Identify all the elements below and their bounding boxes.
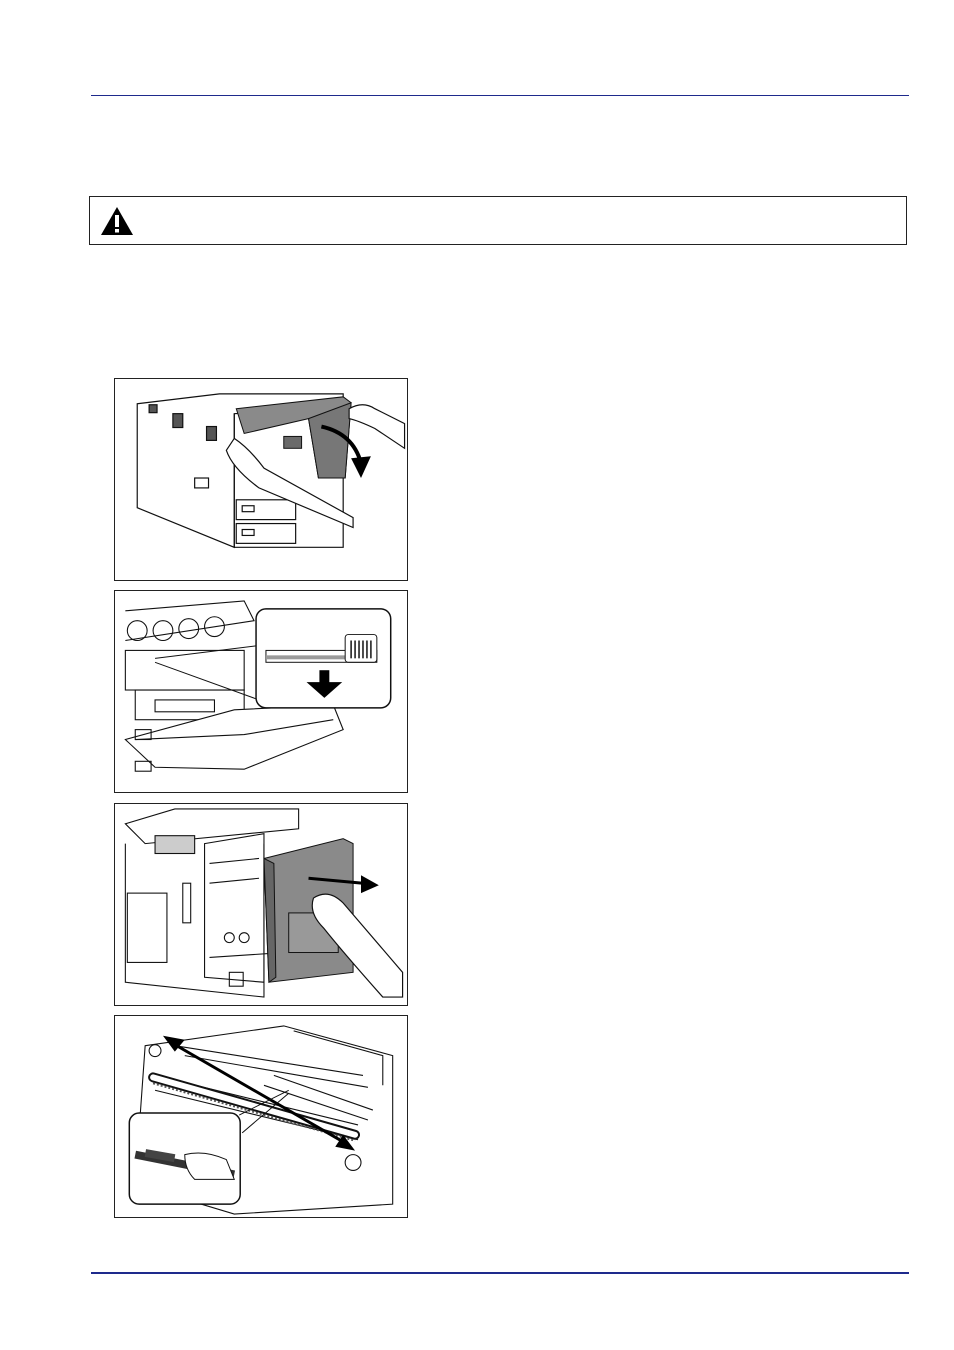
open-cover-illustration (115, 379, 407, 580)
footer-rule (91, 1272, 909, 1274)
figure-release-lever (114, 590, 408, 793)
figure-open-front-cover (114, 378, 408, 581)
roller-cleaning-illustration (115, 1016, 407, 1217)
right-cover-illustration (115, 804, 407, 1005)
caution-box (89, 196, 907, 245)
header-rule (91, 95, 909, 96)
figure-pull-right-cover (114, 803, 408, 1006)
figure-clean-roller (114, 1015, 408, 1218)
release-lever-illustration (115, 591, 407, 792)
warning-triangle-icon (100, 206, 134, 236)
